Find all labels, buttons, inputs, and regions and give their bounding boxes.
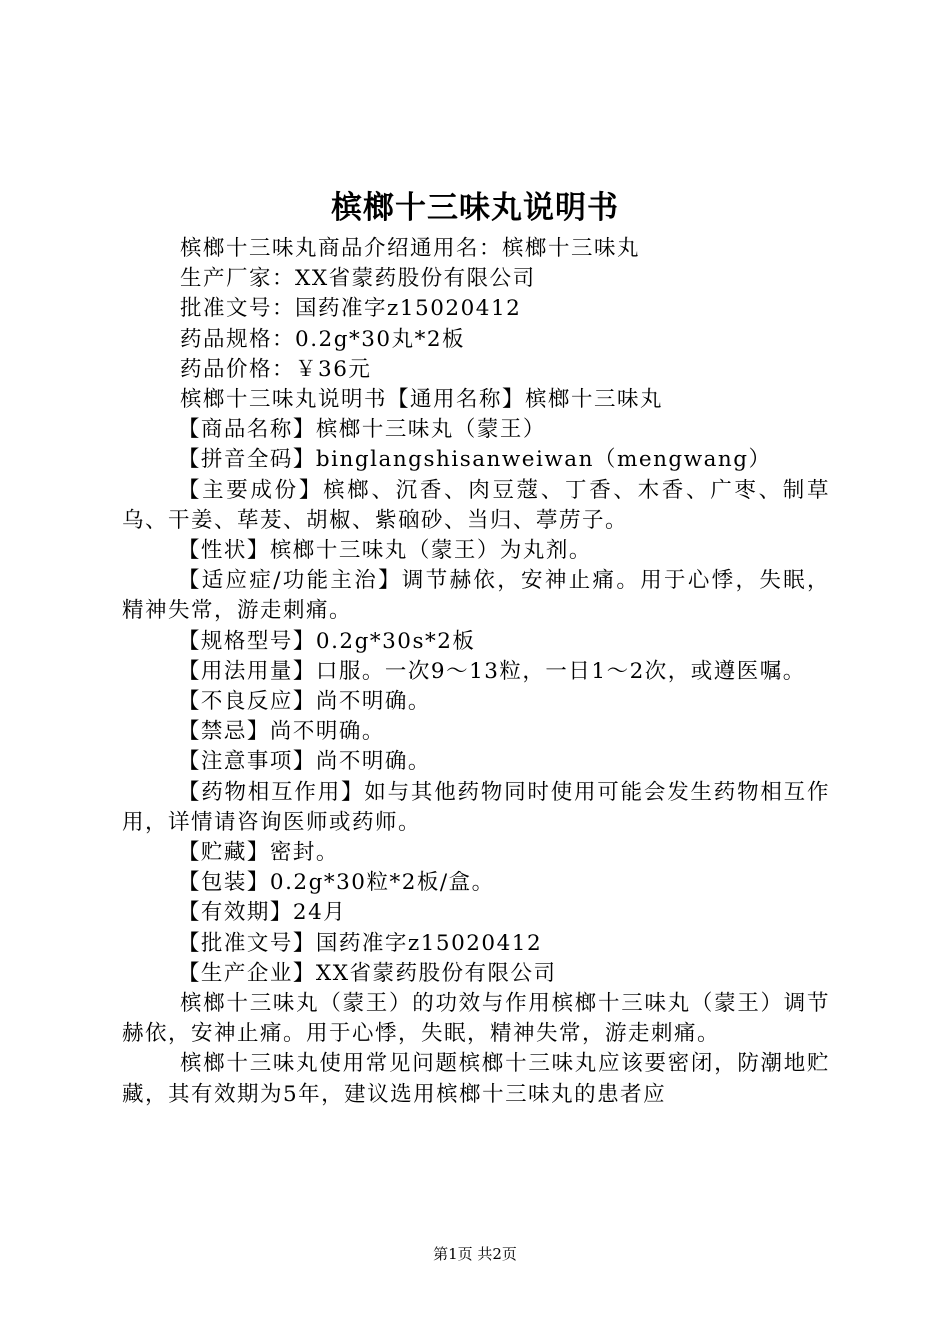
paragraph-generic-name: 槟榔十三味丸说明书【通用名称】槟榔十三味丸 xyxy=(180,387,664,413)
paragraph-effects: 槟榔十三味丸（蒙王）的功效与作用槟榔十三味丸（蒙王）调节赫依，安神止痛。用于心悸，失眠，精神失常，游走刺痛。 xyxy=(122,991,830,1047)
paragraph-shelf-life: 【有效期】24月 xyxy=(177,900,347,926)
paragraph-specification: 药品规格：0.2g*30丸*2板 xyxy=(180,326,466,352)
paragraph-package: 【包装】0.2g*30粒*2板/盒。 xyxy=(177,870,495,896)
paragraph-manufacturer: 生产厂家：XX省蒙药股份有限公司 xyxy=(180,266,536,292)
paragraph-dosage: 【用法用量】口服。一次9～13粒，一日1～2次，或遵医嘱。 xyxy=(177,658,806,684)
paragraph-producer: 【生产企业】XX省蒙药股份有限公司 xyxy=(177,960,557,986)
paragraph-indications: 【适应症/功能主治】调节赫依，安神止痛。用于心悸，失眠，精神失常，游走刺痛。 xyxy=(122,568,830,624)
paragraph-precautions: 【注意事项】尚不明确。 xyxy=(177,749,431,775)
paragraph-trade-name: 【商品名称】槟榔十三味丸（蒙王） xyxy=(177,417,546,443)
paragraph-adverse-reactions: 【不良反应】尚不明确。 xyxy=(177,689,431,715)
paragraph-model: 【规格型号】0.2g*30s*2板 xyxy=(177,628,476,654)
paragraph-properties: 【性状】槟榔十三味丸（蒙王）为丸剂。 xyxy=(177,538,592,564)
paragraph-pinyin: 【拼音全码】binglangshisanweiwan（mengwang） xyxy=(177,447,772,473)
paragraph-drug-interactions: 【药物相互作用】如与其他药物同时使用可能会发生药物相互作用，详情请咨询医师或药师。 xyxy=(122,779,830,835)
paragraph-approval-number-2: 【批准文号】国药准字z15020412 xyxy=(177,930,543,956)
paragraph-ingredients: 【主要成份】槟榔、沉香、肉豆蔻、丁香、木香、广枣、制草乌、干姜、荜茇、胡椒、紫硇砂、当归、葶苈子。 xyxy=(122,477,830,533)
paragraph-contraindications: 【禁忌】尚不明确。 xyxy=(177,719,385,745)
document-body xyxy=(122,234,830,1110)
paragraph-approval-number: 批准文号：国药准字z15020412 xyxy=(180,296,522,322)
paragraph-product-intro: 槟榔十三味丸商品介绍通用名：槟榔十三味丸 xyxy=(180,236,641,261)
paragraph-storage: 【贮藏】密封。 xyxy=(177,840,339,866)
paragraph-price: 药品价格：￥36元 xyxy=(180,356,372,382)
page-footer: 第1页 共2页 xyxy=(433,1245,517,1263)
document-title: 槟榔十三味丸说明书 xyxy=(331,190,619,226)
paragraph-faq: 槟榔十三味丸使用常见问题槟榔十三味丸应该要密闭，防潮地贮藏，其有效期为5年，建议选用槟榔十三味丸的患者应 xyxy=(122,1051,830,1107)
